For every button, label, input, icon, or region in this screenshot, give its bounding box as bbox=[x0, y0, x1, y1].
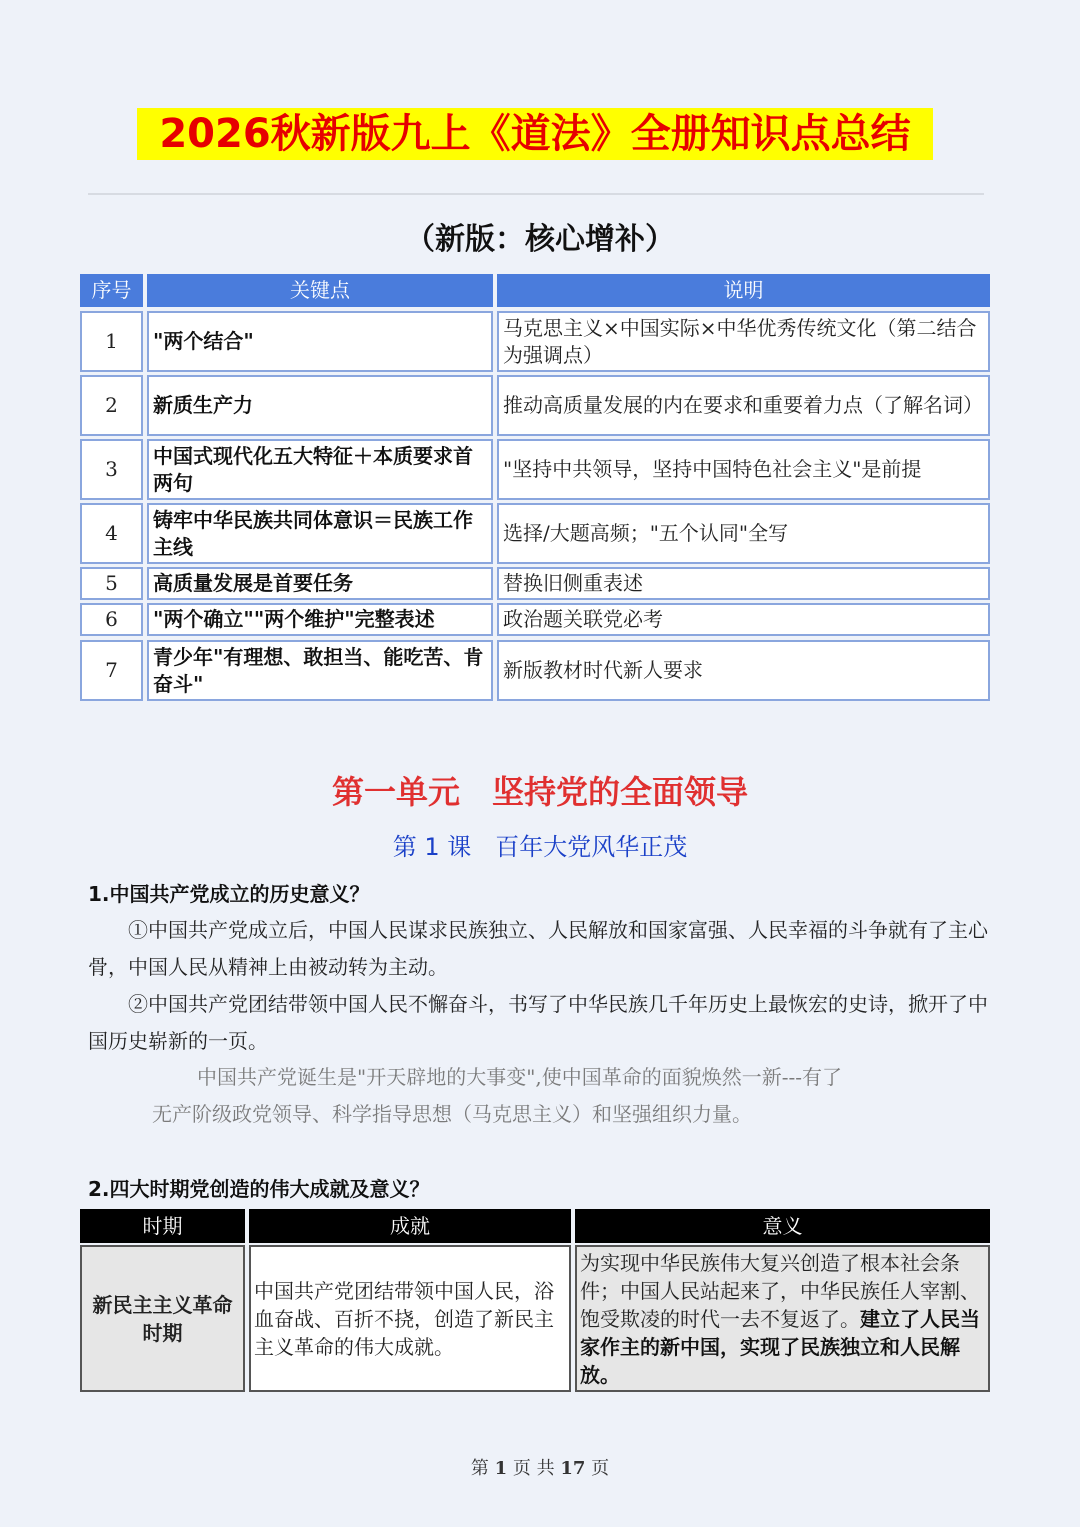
page-title: 2026秋新版九上《道法》全册知识点总结 bbox=[137, 108, 933, 160]
row-2-no: 2 bbox=[80, 375, 143, 436]
footer-page-number: 1 bbox=[494, 1458, 508, 1479]
page-footer bbox=[0, 1457, 1080, 1481]
row-3-desc: "坚持中共领导，坚持中国特色社会主义"是前提 bbox=[497, 439, 990, 500]
note-line-2: 无产阶级政党领导、科学指导思想（马克思主义）和坚强组织力量。 bbox=[152, 1102, 752, 1126]
row-6-no: 6 bbox=[80, 603, 143, 636]
row-6-key: "两个确立""两个维护"完整表述 bbox=[147, 603, 493, 636]
header-no: 序号 bbox=[80, 274, 143, 307]
header-period: 时期 bbox=[80, 1209, 245, 1243]
header-achievement: 成就 bbox=[249, 1209, 571, 1243]
row-1-key: "两个结合" bbox=[147, 311, 493, 372]
footer-total-pages: 17 bbox=[560, 1458, 586, 1479]
period-cell bbox=[80, 1245, 245, 1392]
period-text: 新民主主义革命时期 bbox=[92, 1292, 233, 1345]
row-3-key: 中国式现代化五大特征＋本质要求首两句 bbox=[147, 439, 493, 500]
row-4-key: 铸牢中华民族共同体意识＝民族工作主线 bbox=[147, 503, 493, 564]
row-3-no: 3 bbox=[80, 439, 143, 500]
title-divider bbox=[88, 193, 984, 195]
row-2-desc: 推动高质量发展的内在要求和重要着力点（了解名词） bbox=[497, 375, 990, 436]
footer-mid: 页 共 bbox=[512, 1458, 555, 1479]
question-1-point-2: ②中国共产党团结带领中国人民不懈奋斗，书写了中华民族几千年历史上最恢宏的史诗，掀开了中国历史崭新的一页。 bbox=[88, 992, 988, 1053]
meaning-text: 为实现中华民族伟大复兴创造了根本社会条件；中国人民站起来了，中华民族任人宰割、饱受欺凌的时代一去不复返了。 bbox=[580, 1251, 980, 1331]
note-line-1: 中国共产党诞生是"开天辟地的大事变",使中国革命的面貌焕然一新---有了 bbox=[197, 1065, 843, 1089]
row-7-no: 7 bbox=[80, 640, 143, 701]
row-1-no: 1 bbox=[80, 311, 143, 372]
row-5-no: 5 bbox=[80, 567, 143, 600]
meaning-bold-text: 建立了人民当家作主的新中国，实现了民族独立和人民解放。 bbox=[580, 1307, 980, 1387]
header-key: 关键点 bbox=[147, 274, 493, 307]
footer-suffix: 页 bbox=[591, 1458, 610, 1479]
footer-prefix: 第 bbox=[470, 1458, 489, 1479]
row-6-desc: 政治题关联党必考 bbox=[497, 603, 990, 636]
row-2-key: 新质生产力 bbox=[147, 375, 493, 436]
question-2-title: 2.四大时期党创造的伟大成就及意义？ bbox=[88, 1177, 430, 1201]
row-4-no: 4 bbox=[80, 503, 143, 564]
header-meaning: 意义 bbox=[575, 1209, 990, 1243]
unit-title: 第一单元 坚持党的全面领导 bbox=[331, 773, 748, 811]
achievement-cell bbox=[249, 1245, 571, 1392]
row-7-desc: 新版教材时代新人要求 bbox=[497, 640, 990, 701]
row-5-desc: 替换旧侧重表述 bbox=[497, 567, 990, 600]
question-1-title: 1.中国共产党成立的历史意义？ bbox=[88, 882, 370, 906]
header-desc: 说明 bbox=[497, 274, 990, 307]
question-1-point-1: ①中国共产党成立后，中国人民谋求民族独立、人民解放和国家富强、人民幸福的斗争就有了主心骨，中国人民从精神上由被动转为主动。 bbox=[88, 918, 988, 979]
row-7-key: 青少年"有理想、敢担当、能吃苦、肯奋斗" bbox=[147, 640, 493, 701]
row-4-desc: 选择/大题高频；"五个认同"全写 bbox=[497, 503, 990, 564]
row-1-desc: 马克思主义×中国实际×中华优秀传统文化（第二结合为强调点） bbox=[497, 311, 990, 372]
lesson-title: 第 1 课 百年大党风华正茂 bbox=[392, 833, 688, 861]
section-subtitle: （新版：核心增补） bbox=[405, 222, 675, 257]
row-5-key: 高质量发展是首要任务 bbox=[147, 567, 493, 600]
meaning-cell bbox=[575, 1245, 990, 1392]
achievement-text: 中国共产党团结带领中国人民，浴血奋战、百折不挠，创造了新民主主义革命的伟大成就。 bbox=[254, 1278, 554, 1359]
